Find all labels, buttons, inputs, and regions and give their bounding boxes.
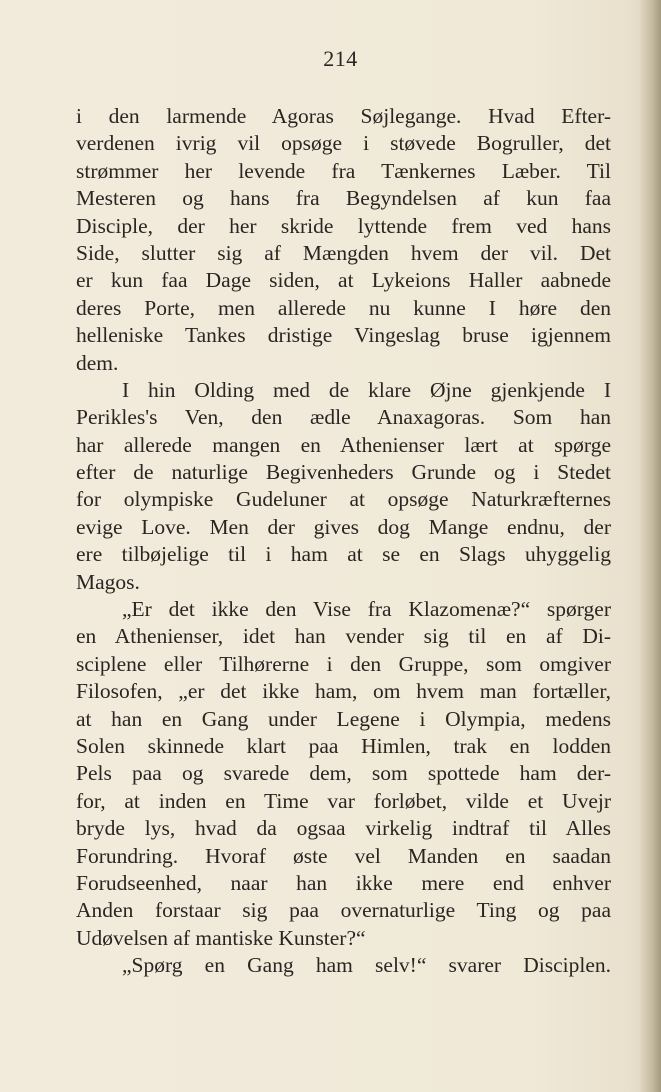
page-number: 214 — [323, 46, 358, 71]
text-line: Solen skinnede klart paa Himlen, trak en lodden — [76, 733, 611, 758]
text-line: strømmer her levende fra Tænkernes Læber. Til — [76, 158, 611, 183]
text-line: Anden forstaar sig paa overnaturlige Ting og paa — [76, 898, 611, 923]
text-line: at han en Gang under Legene i Olympia, medens — [76, 706, 611, 731]
text-line: sciplene eller Tilhørerne i den Gruppe, som omgiver — [76, 651, 611, 676]
text-line: helleniske Tankes dristige Vingeslag bruse igjennem — [76, 323, 611, 348]
text-line: Side, slutter sig af Mængden hvem der vil. Det — [76, 240, 611, 265]
text-line: efter de naturlige Begivenheders Grunde og i Stedet — [76, 460, 611, 485]
text-line: evige Love. Men der gives dog Mange endnu, der — [76, 514, 611, 539]
text-line: deres Porte, men allerede nu kunne I høre den — [76, 295, 611, 320]
text-line: verdenen ivrig vil opsøge i støvede Bogruller, det — [76, 131, 611, 156]
page-edge-shadow — [639, 0, 661, 1092]
text-line: Forundring. Hvoraf øste vel Manden en saadan — [76, 843, 611, 868]
text-line: Filosofen, „er det ikke ham, om hvem man fortæller, — [76, 679, 611, 704]
body-text — [76, 103, 611, 980]
text-line: for olympiske Gudeluner at opsøge Naturkræfternes — [76, 487, 611, 512]
text-line: Disciple, der her skride lyttende frem ved hans — [76, 213, 611, 238]
text-line: Forudseenhed, naar han ikke mere end enhver — [76, 870, 611, 895]
text-line: ere tilbøjelige til i ham at se en Slags uhyggelig — [76, 542, 611, 567]
text-line: Magos. — [76, 569, 140, 594]
text-line: Mesteren og hans fra Begyndelsen af kun faa — [76, 186, 611, 211]
text-line: Udøvelsen af mantiske Kunster?“ — [76, 925, 366, 950]
text-line: Perikles's Ven, den ædle Anaxagoras. Som han — [76, 405, 611, 430]
text-line: har allerede mangen en Athenienser lært at spørge — [76, 432, 611, 457]
text-line: er kun faa Dage siden, at Lykeions Haller aabnede — [76, 268, 611, 293]
text-line: „Spørg en Gang ham selv!“ svarer Disciplen. — [122, 953, 611, 978]
text-line: bryde lys, hvad da ogsaa virkelig indtraf til Alles — [76, 816, 611, 841]
text-line: Pels paa og svarede dem, som spottede ham der- — [76, 761, 611, 786]
text-line: „Er det ikke den Vise fra Klazomenæ?“ spørger — [122, 597, 611, 622]
text-line: I hin Olding med de klare Øjne gjenkjende I — [122, 377, 611, 402]
text-line: dem. — [76, 350, 119, 375]
text-line: en Athenienser, idet han vender sig til en af Di- — [76, 624, 611, 649]
text-line: for, at inden en Time var forløbet, vilde et Uvejr — [76, 788, 611, 813]
text-line: i den larmende Agoras Søjlegange. Hvad Efter- — [76, 104, 611, 128]
